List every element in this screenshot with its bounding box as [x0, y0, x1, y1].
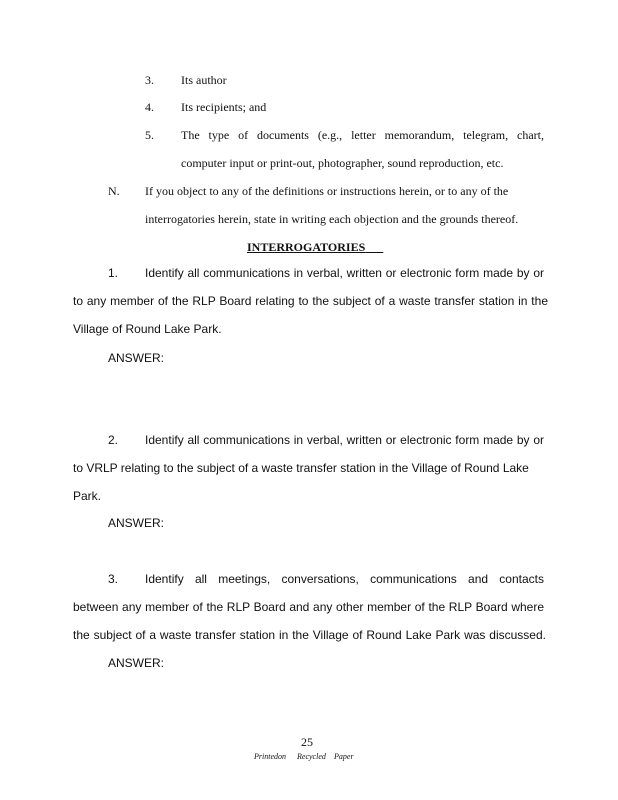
section-heading — [247, 240, 383, 254]
instruction-text: If you object to any of the definitions or instructions herein, or to any of the — [145, 184, 509, 198]
answer-label: ANSWER: — [108, 656, 165, 670]
definition-number: 3. — [145, 73, 154, 87]
interrogatory-text: to VRLP relating to the subject of a waste transfer station in the Village of Round Lake — [73, 461, 529, 475]
interrogatory-text: Identify all communications in verbal, written or electronic form made by or — [145, 433, 544, 447]
answer-label: ANSWER: — [108, 516, 165, 530]
definition-text: computer input or print-out, photographer, sound reproduction, etc. — [181, 156, 504, 170]
definition-number: 4. — [145, 100, 154, 114]
interrogatory-text: the subject of a waste transfer station in the Village of Round Lake Park was discussed. — [73, 628, 546, 642]
instruction-text: interrogatories herein, state in writing each objection and the grounds thereof. — [145, 212, 519, 226]
section-heading-text: INTERROGATORIES — [247, 240, 366, 254]
interrogatory-text: Identify all meetings, conversations, communications and contacts — [145, 572, 544, 586]
definition-text: The type of documents (e.g., letter memorandum, telegram, chart, — [181, 128, 544, 142]
footer-printed-label: Printedon — [254, 752, 286, 761]
definition-text: Its recipients; and — [181, 100, 267, 114]
footer-recycled-label: Recycled — [297, 752, 326, 761]
page-number: 25 — [301, 735, 313, 749]
instruction-letter: N. — [108, 184, 120, 198]
definition-number: 5. — [145, 128, 154, 142]
interrogatory-number: 3. — [108, 572, 119, 586]
interrogatory-text: Park. — [73, 489, 102, 503]
footer-paper-label: Paper — [334, 752, 354, 761]
interrogatory-text: between any member of the RLP Board and any other member of the RLP Board where — [73, 600, 544, 614]
answer-label: ANSWER: — [108, 351, 165, 365]
definition-text: Its author — [181, 73, 227, 87]
interrogatory-text: Village of Round Lake Park. — [73, 322, 222, 336]
interrogatory-number: 2. — [108, 433, 119, 447]
interrogatory-text: to any member of the RLP Board relating to the subject of a waste transfer station in the — [73, 294, 548, 308]
interrogatory-number: 1. — [108, 266, 119, 280]
interrogatory-text: Identify all communications in verbal, written or electronic form made by or — [145, 266, 544, 280]
